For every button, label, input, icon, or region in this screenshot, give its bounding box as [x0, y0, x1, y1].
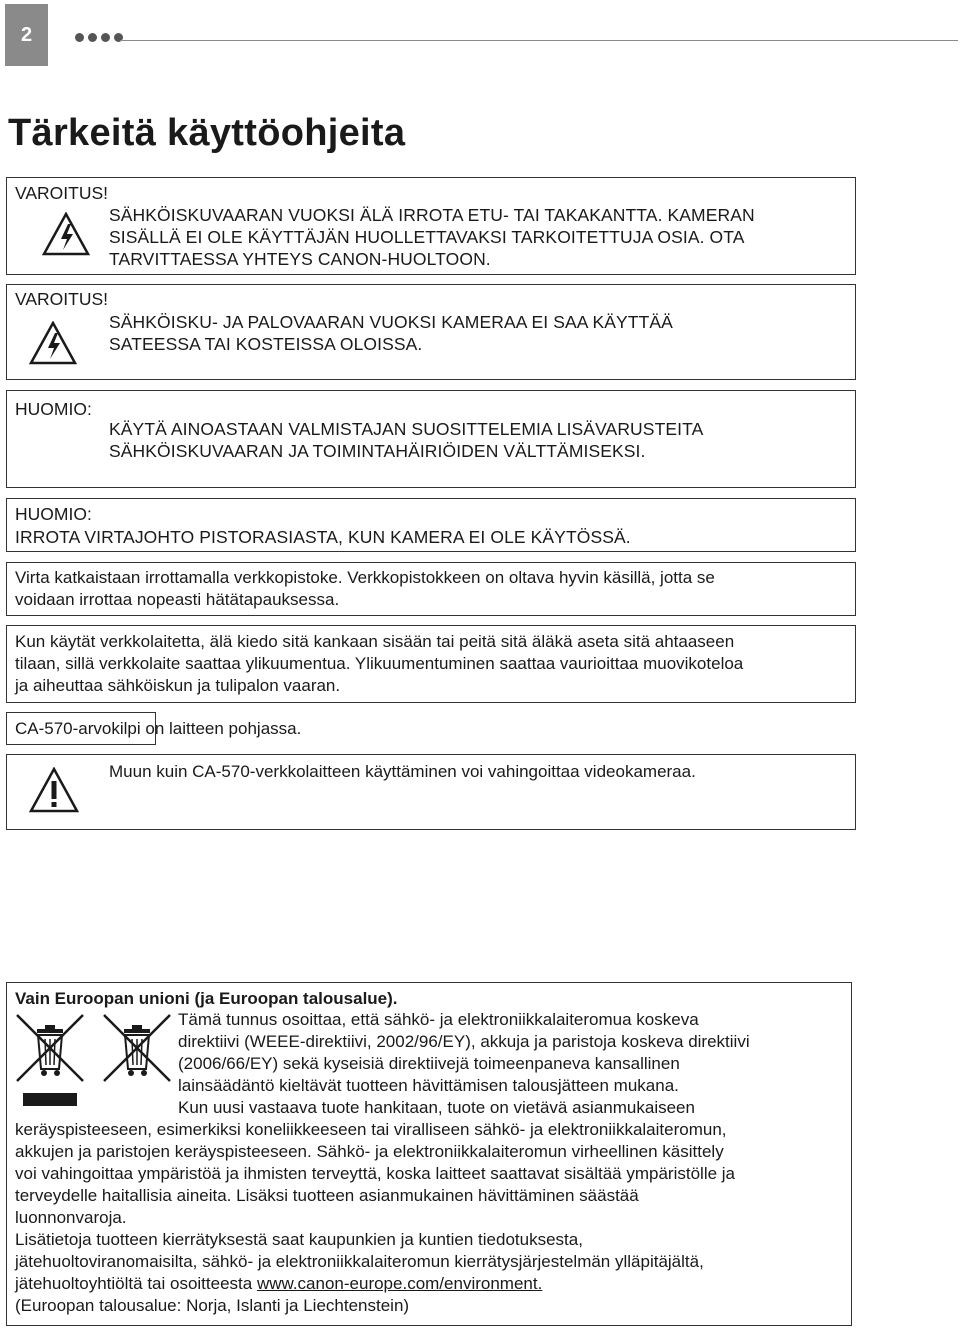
eu-text-line: (2006/66/EY) sekä kyseisiä direktiivejä toimeenpaneva kansallinen: [178, 1054, 680, 1073]
page-number: 2: [5, 4, 48, 66]
caution-box-1: [6, 390, 856, 488]
caution-text-line: KÄYTÄ AINOASTAAN VALMISTAJAN SUOSITTELEMIA LISÄVARUSTEITA: [109, 419, 704, 439]
adapter-warning-text: Muun kuin CA-570-verkkolaitteen käyttäminen voi vahingoittaa videokameraa.: [109, 762, 696, 781]
warning-text-line: SATEESSA TAI KOSTEISSA OLOISSA.: [109, 334, 423, 354]
eu-footer: (Euroopan talousalue: Norja, Islanti ja Liechtenstein): [15, 1296, 410, 1315]
note-line: ja aiheuttaa sähköiskun ja tulipalon vaaran.: [15, 676, 341, 695]
caution-text-line: SÄHKÖISKUVAARAN JA TOIMINTAHÄIRIÖIDEN VÄLTTÄMISEKSI.: [109, 441, 646, 461]
header-rule: [120, 40, 958, 41]
eu-text-line: Lisätietoja tuotteen kierrätyksestä saat kaupunkien ja kuntien tiedotuksesta,: [15, 1230, 583, 1249]
warning-label: VAROITUS!: [15, 289, 109, 309]
caution-text: IRROTA VIRTAJOHTO PISTORASIASTA, KUN KAMERA EI OLE KÄYTÖSSÄ.: [15, 527, 631, 547]
eu-text-line: voi vahingoittaa ympäristöä ja ihmisten terveyttä, koska laitteet saattavat sisältää ympäristölle ja: [15, 1164, 736, 1183]
eu-text-line: lainsäädäntö kieltävät tuotteen hävittämisen talousjätteen mukana.: [178, 1076, 679, 1095]
warning-text-line: TARVITTAESSA YHTEYS CANON-HUOLTOON.: [109, 249, 491, 269]
eu-text-line: keräyspisteeseen, esimerkiksi koneliikkeeseen tai viralliseen sähkö- ja elektroniikkalaiteromun,: [15, 1120, 727, 1139]
eu-heading: Vain Euroopan unioni (ja Euroopan talousalue).: [15, 989, 398, 1008]
electric-shock-warning-icon: [29, 321, 77, 365]
electric-shock-warning-icon: [42, 212, 90, 256]
note-line: Virta katkaistaan irrottamalla verkkopistoke. Verkkopistokkeen on oltava hyvin käsillä, jotta se: [15, 568, 715, 587]
eu-text-line: terveydelle haitallisia aineita. Lisäksi tuotteen asianmukainen hävittäminen säästää: [15, 1186, 639, 1205]
rating-note: CA-570-arvokilpi on laitteen pohjassa.: [15, 719, 302, 738]
warning-box-2: [6, 284, 856, 380]
eu-link-line: [15, 1273, 735, 1295]
eu-link-prefix: jätehuoltoyhtiöltä tai osoitteesta: [15, 1274, 257, 1293]
weee-black-bar: [23, 1093, 77, 1106]
rating-note-box: [6, 712, 302, 745]
header-dots: [75, 33, 123, 42]
eu-text-line: akkujen ja paristojen keräyspisteeseen. Sähkö- ja elektroniikkalaiteromun virheellinen käsittely: [15, 1142, 724, 1161]
eu-text-line: luonnonvaroja.: [15, 1208, 127, 1227]
adapter-note-box: [6, 625, 856, 703]
weee-crossed-bin-icon: [15, 1013, 85, 1083]
eu-text-line: Kun uusi vastaava tuote hankitaan, tuote on vietävä asianmukaiseen: [178, 1098, 695, 1117]
canon-environment-link[interactable]: www.canon-europe.com/environment.: [256, 1274, 543, 1293]
caution-label: HUOMIO:: [15, 399, 92, 419]
caution-box-2: [6, 498, 856, 552]
plug-note-box: [6, 562, 856, 616]
caution-label: HUOMIO:: [15, 504, 92, 524]
warning-label: VAROITUS!: [15, 183, 109, 203]
warning-text-line: SÄHKÖISKUVAARAN VUOKSI ÄLÄ IRROTA ETU- TAI TAKAKANTTA. KAMERAN: [109, 205, 755, 225]
warning-box-1: [6, 177, 856, 275]
warning-text-line: SÄHKÖISKU- JA PALOVAARAN VUOKSI KAMERAA EI SAA KÄYTTÄÄ: [109, 312, 673, 332]
page-title: Tärkeitä käyttöohjeita: [8, 112, 406, 154]
note-line: Kun käytät verkkolaitetta, älä kiedo sitä kankaan sisään tai peitä sitä äläkä aseta sitä ahtaaseen: [15, 632, 735, 651]
warning-text-line: SISÄLLÄ EI OLE KÄYTTÄJÄN HUOLLETTAVAKSI TARKOITETTUJA OSIA. OTA: [109, 227, 745, 247]
eu-text-line: Tämä tunnus osoittaa, että sähkö- ja elektroniikkalaiteromua koskeva: [178, 1010, 699, 1029]
battery-crossed-bin-icon: [102, 1013, 172, 1083]
note-line: voidaan irrottaa nopeasti hätätapauksessa.: [15, 590, 340, 609]
note-line: tilaan, sillä verkkolaite saattaa ylikuumentua. Ylikuumentuminen saattaa vaurioittaa muovikoteloa: [15, 654, 744, 673]
general-warning-icon: [29, 767, 79, 813]
eu-text-line: direktiivi (WEEE-direktiivi, 2002/96/EY), akkuja ja paristoja koskeva direktiivi: [178, 1032, 750, 1051]
adapter-warning-box: [6, 754, 856, 830]
eu-info-box: [6, 982, 852, 1326]
eu-text-line: jätehuoltoviranomaisilta, sähkö- ja elektroniikkalaiteromun kierrätysjärjestelmän ylläpitäjältä,: [15, 1252, 704, 1271]
